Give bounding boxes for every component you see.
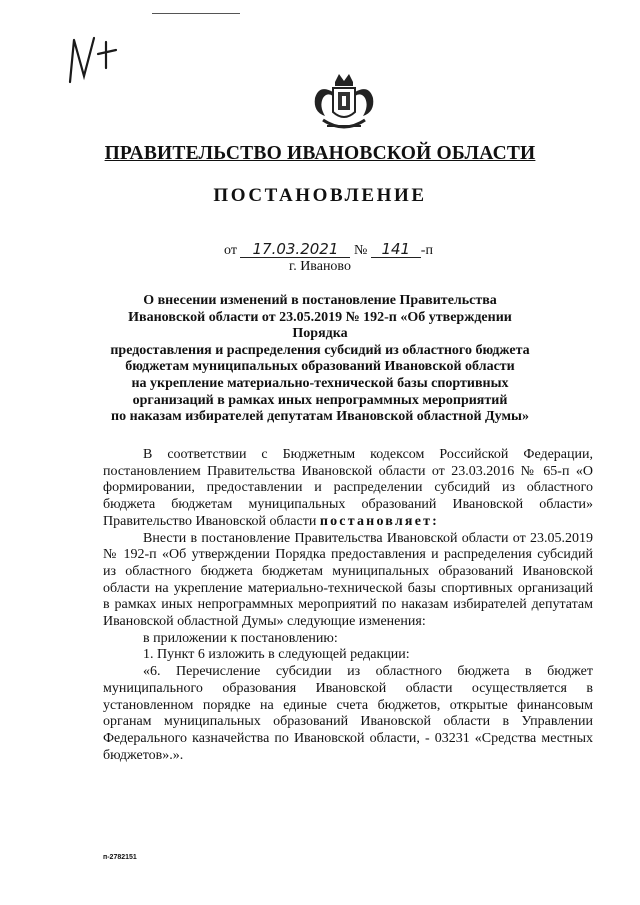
subject-line: организаций в рамках иных непрограммных мероприятий	[132, 392, 508, 408]
subject-heading	[100, 293, 540, 426]
subject-line: по наказам избирателей депутатам Ивановской областной Думы»	[111, 409, 529, 425]
coat-of-arms-icon	[309, 72, 379, 136]
paragraph-item: 1. Пункт 6 изложить в следующей редакции:	[143, 647, 410, 663]
handwritten-date: 17.03.2021	[240, 241, 350, 258]
handwritten-number: 141	[371, 241, 421, 258]
paragraph-amend: Внести в постановление Правительства Ивановской области от 23.05.2019 № 192-п «Об утверждении Порядка предоставления и распределения субсидий из областного бюджета бюджетам муниципальных образований Ивановской области на укрепление материально-технической базы спортивных организаций в рамках иных непрограммных мероприятий по наказам избирателей депутатам Ивановской областной Думы» следующие изменения:	[103, 530, 593, 630]
paragraph-appendix: в приложении к постановлению:	[143, 630, 338, 646]
subject-line: на укрепление материально-технической базы спортивных	[131, 375, 509, 391]
government-title: ПРАВИТЕЛЬСТВО ИВАНОВСКОЙ ОБЛАСТИ	[104, 143, 536, 164]
document-type: ПОСТАНОВЛЕНИЕ	[213, 185, 427, 206]
scan-line	[152, 13, 240, 14]
date-prefix: от	[224, 243, 237, 258]
preamble-text: В соответствии с Бюджетным кодексом Российской Федерации, постановлением Правительства Ивановской области от 23.03.2016 № 65-п «О формировании, предоставлении и распределении субсидий из областного бюджета бюджетам муниципальных образований Ивановской области» Правительство Ивановской области	[103, 447, 593, 529]
number-suffix: -п	[420, 243, 433, 258]
subject-line: предоставления и распределения субсидий из областного бюджета	[110, 342, 530, 358]
document-code: п-2782151	[103, 854, 137, 861]
handwritten-note	[60, 32, 120, 88]
date-number-line	[224, 241, 433, 259]
number-sign: №	[353, 243, 368, 258]
paragraph-new-text: «6. Перечисление субсидии из областного бюджета в бюджет муниципального образования Ивановской области осуществляется в установленном порядке на единые счета бюджетов, открытые финансовым органам муниципальных образований Ивановской области в Управлении Федерального казначейства по Ивановской области, - 03231 «Средства местных бюджетов».».	[103, 664, 593, 763]
subject-line: О внесении изменений в постановление Правительства	[143, 293, 497, 308]
paragraph-preamble	[103, 447, 593, 531]
document-body	[103, 447, 593, 764]
subject-line: Ивановской области от 23.05.2019 № 192-п «Об утверждении Порядка	[128, 309, 512, 342]
decree-word: постановляет:	[319, 513, 440, 529]
subject-line: бюджетам муниципальных образований Ивановской области	[125, 359, 515, 375]
city: г. Иваново	[289, 259, 351, 274]
